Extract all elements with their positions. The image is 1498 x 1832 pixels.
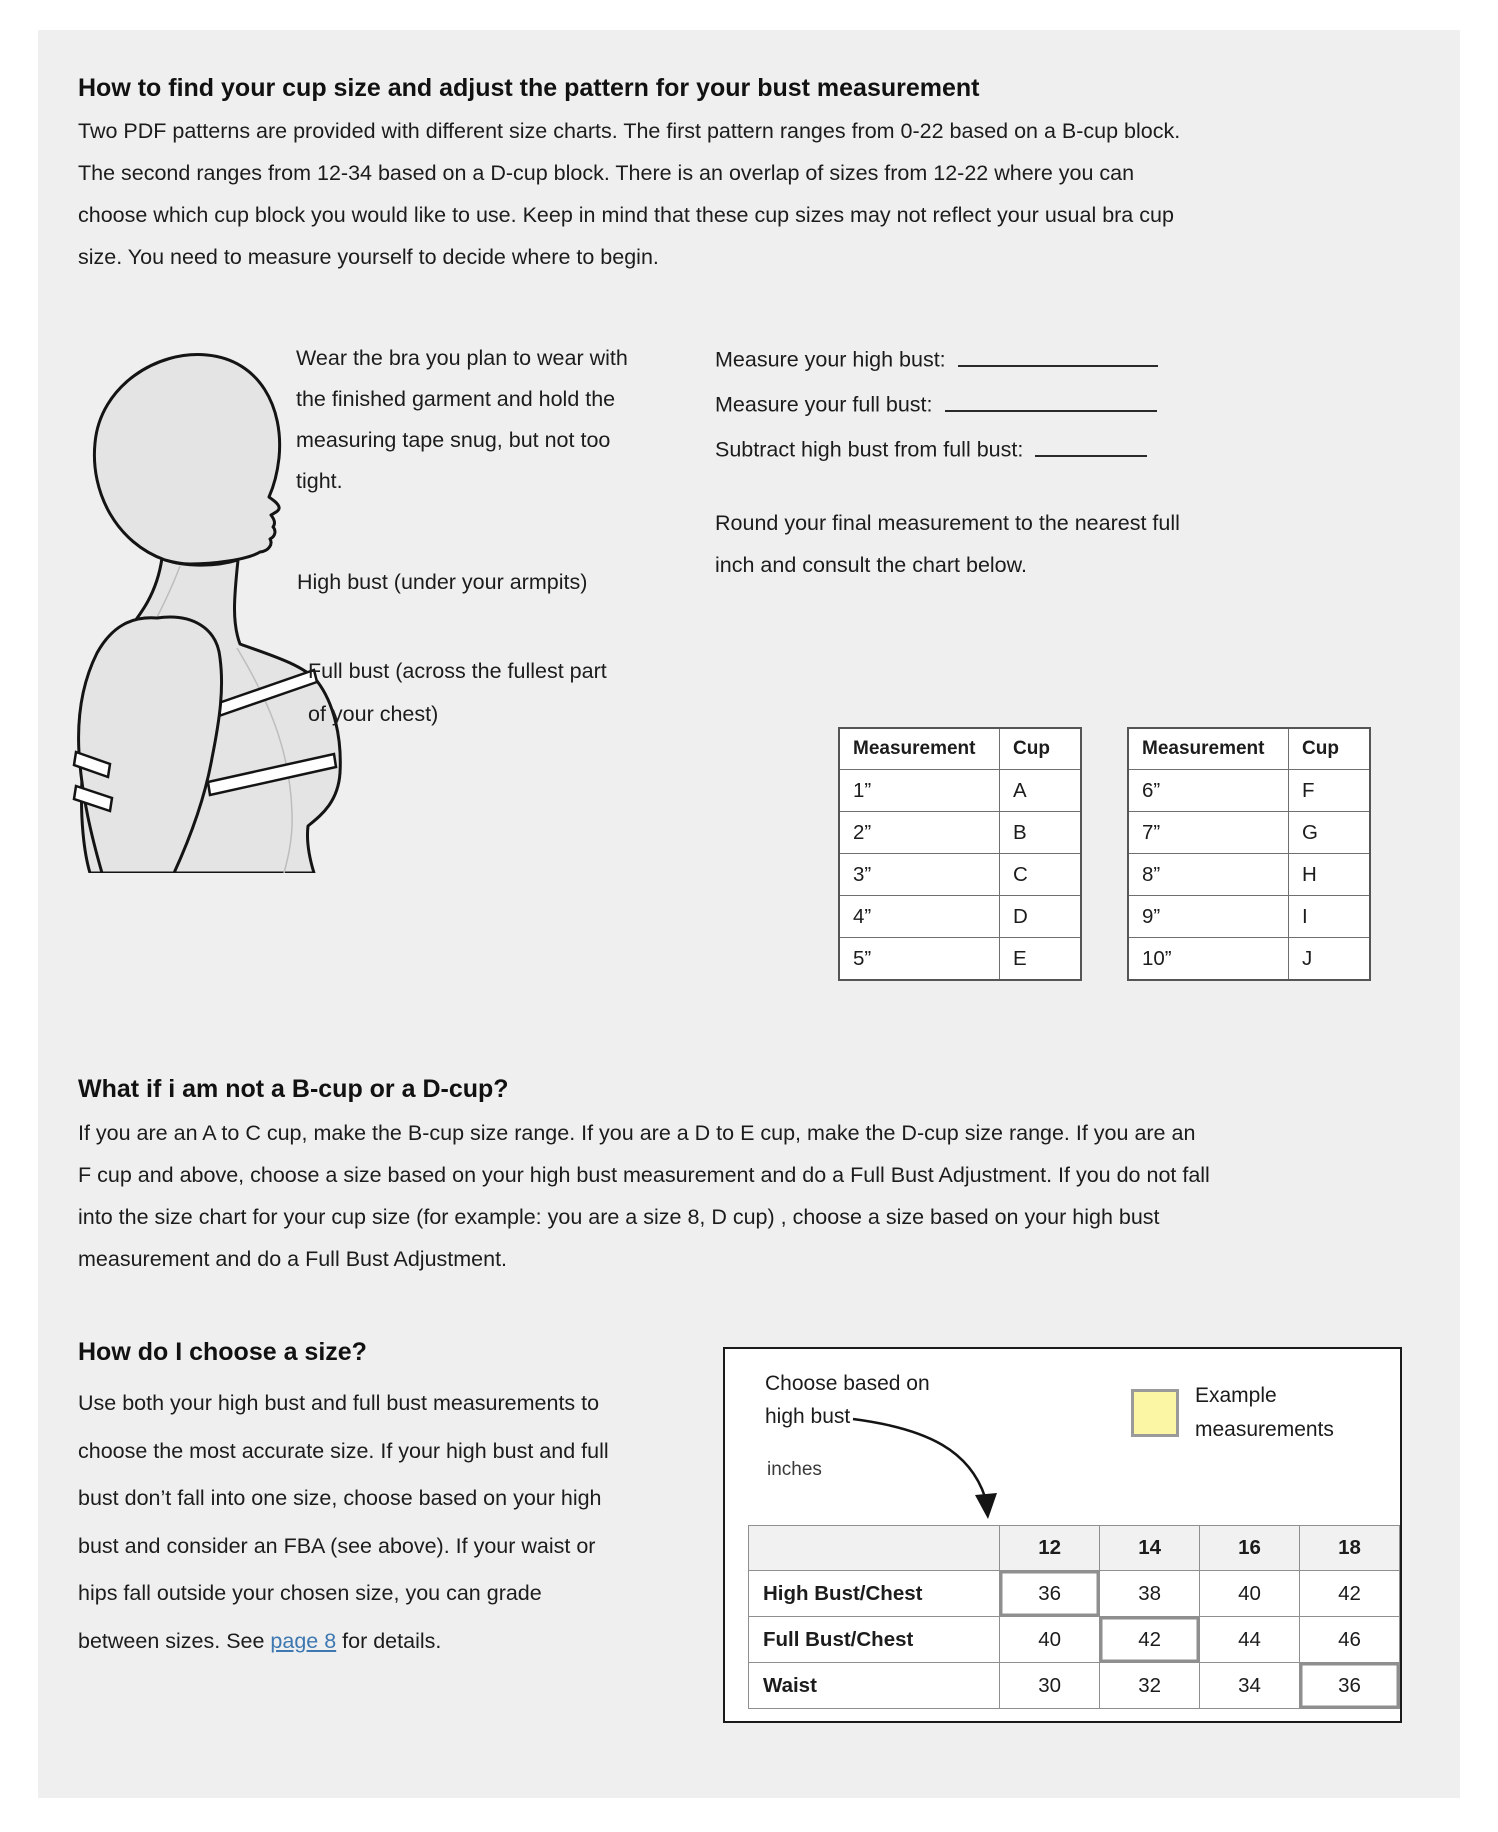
table-row — [839, 938, 1081, 981]
table-row — [749, 1663, 1400, 1709]
measure-high-bust-row — [715, 342, 1158, 373]
subtract-row — [715, 432, 1147, 463]
table-row — [839, 896, 1081, 938]
value-cell-highlighted: 42 — [1100, 1617, 1200, 1663]
table-row — [1128, 938, 1370, 981]
choose-size-title: How do I choose a size? — [78, 1338, 367, 1366]
fill-in-line — [1035, 432, 1147, 457]
measurement-cell: 5” — [839, 938, 1000, 981]
cup-table-2 — [1127, 727, 1371, 981]
table-row — [839, 812, 1081, 854]
cup-header: Cup — [1289, 728, 1371, 770]
value-cell: 44 — [1200, 1617, 1300, 1663]
legend-line2: measurements — [1195, 1418, 1334, 1441]
value-cell: 30 — [1000, 1663, 1100, 1709]
measurement-cell: 8” — [1128, 854, 1289, 896]
size-column-header: 14 — [1100, 1526, 1200, 1571]
cup-faq-title: What if i am not a B-cup or a D-cup? — [78, 1075, 509, 1103]
cup-faq-paragraph: If you are an A to C cup, make the B-cup size range. If you are a D to E cup, make the D-cup size range. If you are an F cup and above, choose a size based on your high bust measurement and do a Full Bust Adjustment. If you do not fall into the size chart for your cup size (for example: you are a size 8, D cup) , choose a size based on your high bust measurement and do a Full Bust Adjustment. — [78, 1121, 1210, 1271]
legend-line1: Example — [1195, 1384, 1277, 1407]
table-row — [749, 1617, 1400, 1663]
measure-high-bust-label: Measure your high bust: — [715, 347, 946, 372]
table-row — [1128, 896, 1370, 938]
measurement-cell: 2” — [839, 812, 1000, 854]
round-instruction: Round your final measurement to the nearest full inch and consult the chart below. — [715, 511, 1180, 577]
fill-in-line — [958, 342, 1158, 367]
units-label: inches — [767, 1459, 822, 1480]
cup-cell: J — [1289, 938, 1371, 981]
table-row — [1128, 770, 1370, 812]
measurement-cell: 6” — [1128, 770, 1289, 812]
cup-cell: C — [1000, 854, 1082, 896]
choose-high-bust-annotation — [765, 1367, 930, 1433]
empty-corner-cell — [749, 1526, 1000, 1571]
high-bust-label: High bust (under your armpits) — [297, 570, 588, 594]
table-header-row — [1128, 728, 1370, 770]
fill-in-line — [945, 387, 1157, 412]
page-title: How to find your cup size and adjust the pattern for your bust measurement — [78, 74, 980, 102]
size-column-header: 16 — [1200, 1526, 1300, 1571]
size-column-header: 12 — [1000, 1526, 1100, 1571]
table-row — [1128, 812, 1370, 854]
measurement-cell: 4” — [839, 896, 1000, 938]
row-label: Waist — [749, 1663, 1000, 1709]
table-row — [1128, 854, 1370, 896]
value-cell: 40 — [1000, 1617, 1100, 1663]
measurement-cell: 7” — [1128, 812, 1289, 854]
subtract-label: Subtract high bust from full bust: — [715, 437, 1024, 462]
measurement-header: Measurement — [839, 728, 1000, 770]
value-cell: 32 — [1100, 1663, 1200, 1709]
choose-size-text-end: for details. — [336, 1628, 442, 1653]
full-bust-label: Full bust (across the fullest part of your chest) — [308, 659, 607, 726]
cup-table-1 — [838, 727, 1082, 981]
measurement-cell: 9” — [1128, 896, 1289, 938]
row-label: Full Bust/Chest — [749, 1617, 1000, 1663]
annotation-line1: Choose based on — [765, 1372, 930, 1395]
table-row — [839, 854, 1081, 896]
cup-cell: F — [1289, 770, 1371, 812]
size-example-box — [723, 1347, 1402, 1723]
value-cell: 42 — [1300, 1571, 1400, 1617]
example-highlight-swatch — [1131, 1389, 1179, 1437]
page-content-area — [38, 30, 1460, 1798]
cup-cell: B — [1000, 812, 1082, 854]
measurement-header: Measurement — [1128, 728, 1289, 770]
cup-cell: G — [1289, 812, 1371, 854]
value-cell: 34 — [1200, 1663, 1300, 1709]
cup-cell: E — [1000, 938, 1082, 981]
value-cell: 40 — [1200, 1571, 1300, 1617]
cup-cell: I — [1289, 896, 1371, 938]
value-cell: 46 — [1300, 1617, 1400, 1663]
value-cell-highlighted: 36 — [1300, 1663, 1400, 1709]
value-cell-highlighted: 36 — [1000, 1571, 1100, 1617]
wear-bra-instructions: Wear the bra you plan to wear with the finished garment and hold the measuring tape snug, but not too tight. — [296, 346, 628, 493]
measure-full-bust-row — [715, 387, 1157, 418]
measure-full-bust-label: Measure your full bust: — [715, 392, 933, 417]
choose-size-text: Use both your high bust and full bust measurements to choose the most accurate size. If your high bust and full bust don’t fall into one size, choose based on your high bust and consider an FBA (see above). If your waist or hips fall outside your chosen size, you can grade between sizes. See — [78, 1391, 609, 1653]
choose-size-paragraph — [78, 1380, 618, 1665]
cup-cell: A — [1000, 770, 1082, 812]
page-8-link[interactable]: page 8 — [270, 1628, 337, 1653]
head-shape — [94, 355, 279, 564]
table-row — [749, 1571, 1400, 1617]
measurement-cell: 3” — [839, 854, 1000, 896]
cup-cell: H — [1289, 854, 1371, 896]
annotation-line2: high bust — [765, 1405, 851, 1428]
table-header-row — [839, 728, 1081, 770]
size-chart-table — [748, 1525, 1400, 1709]
size-header-row — [749, 1526, 1400, 1571]
example-legend-label — [1195, 1379, 1334, 1447]
intro-paragraph: Two PDF patterns are provided with different size charts. The first pattern ranges from 0-22 based on a B-cup block. The second ranges from 12-34 based on a D-cup block. There is an overlap of sizes from 12-22 where you can choose which cup block you would like to use. Keep in mind that these cup sizes may not reflect your usual bra cup size. You need to measure yourself to decide where to begin. — [78, 119, 1181, 269]
table-row — [839, 770, 1081, 812]
measurement-cell: 1” — [839, 770, 1000, 812]
size-column-header: 18 — [1300, 1526, 1400, 1571]
row-label: High Bust/Chest — [749, 1571, 1000, 1617]
measurement-cell: 10” — [1128, 938, 1289, 981]
cup-header: Cup — [1000, 728, 1082, 770]
value-cell: 38 — [1100, 1571, 1200, 1617]
cup-cell: D — [1000, 896, 1082, 938]
